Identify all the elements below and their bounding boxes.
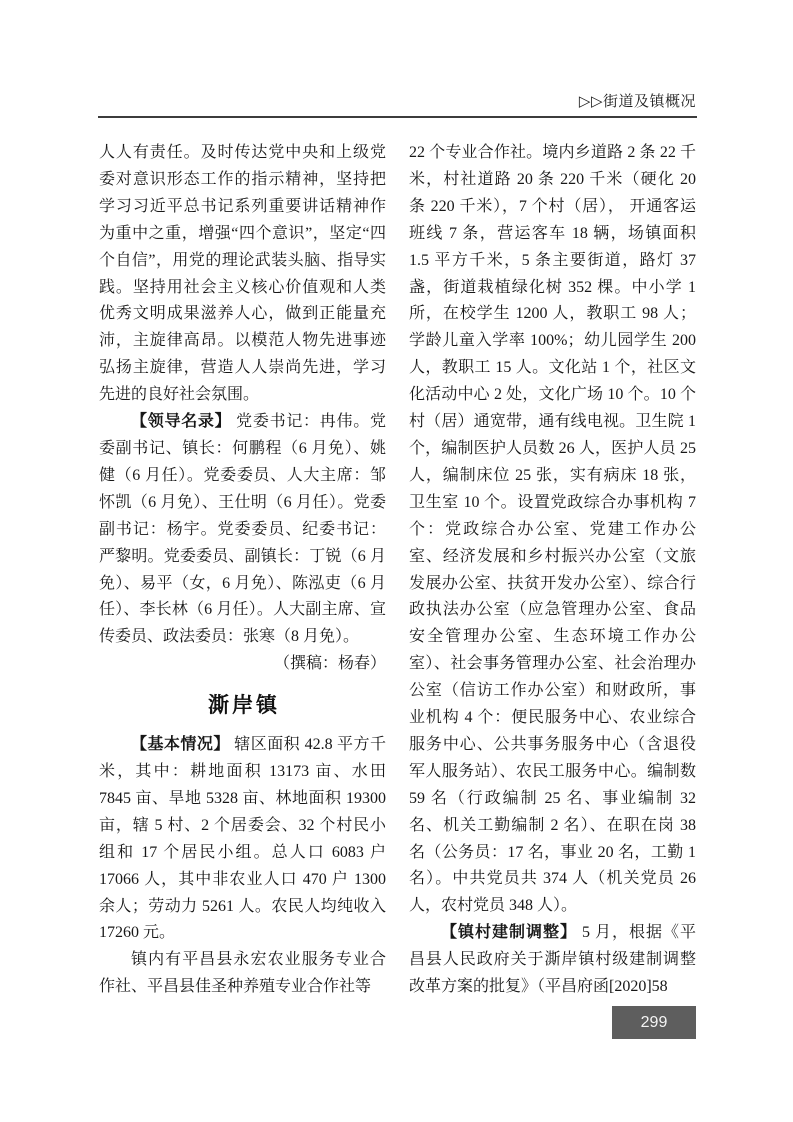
section-label-leaders: 【领导名录】 [131, 413, 232, 431]
basic-facts-text: 辖区面积 42.8 平方千米，其中：耕地面积 13173 亩、水田 7845 亩、旱地 5328 亩、林地面积 19300 亩，辖 5 村、2 个居委会、32 个村民小组和 17 个居民小组。总人口 6083 户 17066 人，其中非农业人口 470 户 1300 余人；劳动力 5261 人。农民人均纯收入 17260 元。 [99, 736, 386, 942]
paragraph-village-restructuring [409, 920, 696, 1001]
paragraph-basic-facts [99, 732, 386, 947]
right-column [409, 140, 696, 1001]
section-label-village-restructuring: 【镇村建制调整】 [441, 924, 577, 942]
running-header: ▷▷街道及镇概况 [578, 93, 696, 110]
header-rule [98, 116, 697, 118]
village-restructuring-text: 5 月，根据《平昌县人民政府关于澌岸镇村级建制调整改革方案的批复》（平昌府函[2020]58 [409, 924, 696, 996]
paragraph-cooperatives-continuation: 22 个专业合作社。境内乡道路 2 条 22 千米，村社道路 20 条 220 千米（硬化 20 条 220 千米），7 个村（居）， 开通客运班线 7 条，营运客车 18 辆，场镇面积 1.5 平方千米，5 条主要街道，路灯 37 盏，街道栽植绿化树 352 棵。中小学 1 所，在校学生 1200 人，教职工 98 人；学龄儿童入学率 100%；幼儿园学生 200 人，教职工 15 人。文化站 1 个，社区文化活动中心 2 处，文化广场 10 个。10 个村（居）通宽带，通有线电视。卫生院 1 个，编制医护人员数 26 人，医护人员 25 人，编制床位 25 张，实有病床 18 张，卫生室 10 个。设置党政综合办事机构 7 个：党政综合办公室、党建工作办公室、经济发展和乡村振兴办公室（文旅发展办公室、扶贫开发办公室）、综合行政执法办公室（应急管理办公室、食品安全管理办公室、生态环境工作办公室）、社会事务管理办公室、社会治理办公室（信访工作办公室）和财政所，事业机构 4 个：便民服务中心、农业综合服务中心、公共事务服务中心（含退役军人服务站）、农民工服务中心。编制数 59 名（行政编制 25 名、事业编制 32 名、机关工勤编制 2 名）、在职在岗 38 名（公务员：17 名，事业 20 名，工勤 1 名）。中共党员共 374 人（机关党员 26 人，农村党员 348 人）。 [409, 144, 696, 915]
leaders-roster-text: 党委书记：冉伟。党委副书记、镇长：何鹏程（6 月免）、姚健（6 月任）。党委委员、人大主席：邹怀凯（6 月免）、王仕明（6 月任）。党委副书记：杨宇。党委委员、纪委书记：严黎明。党委委员、副镇长：丁锐（6 月免）、易平（女，6 月免）、陈泓吏（6 月任）、李长林（6 月任）。人大副主席、宣传委员、政法委员：张寒（8 月免）。 [99, 413, 386, 646]
left-column [99, 140, 386, 1001]
paragraph-leaders-roster [99, 409, 386, 651]
page-number-badge: 299 [612, 1006, 696, 1039]
text-columns [99, 140, 696, 1001]
town-title: 澌岸镇 [208, 694, 280, 718]
author-credit: （撰稿：杨春） [273, 655, 386, 673]
paragraph-ideology-continuation: 人人有责任。及时传达党中央和上级党委对意识形态工作的指示精神，坚持把学习习近平总书记系列重要讲话精神作为重中之重，增强“四个意识”，坚定“四个自信”，用党的理论武装头脑、指导实践。坚持用社会主义核心价值观和人类优秀文明成果滋养人心，做到正能量充沛，主旋律高昂。以模范人物先进事迹弘扬主旋律，营造人人崇尚先进，学习先进的良好社会氛围。 [99, 144, 386, 404]
paragraph-cooperatives: 镇内有平昌县永宏农业服务专业合作社、平昌县佳圣种养殖专业合作社等 [99, 951, 386, 996]
section-label-basic-facts: 【基本情况】 [131, 736, 230, 754]
